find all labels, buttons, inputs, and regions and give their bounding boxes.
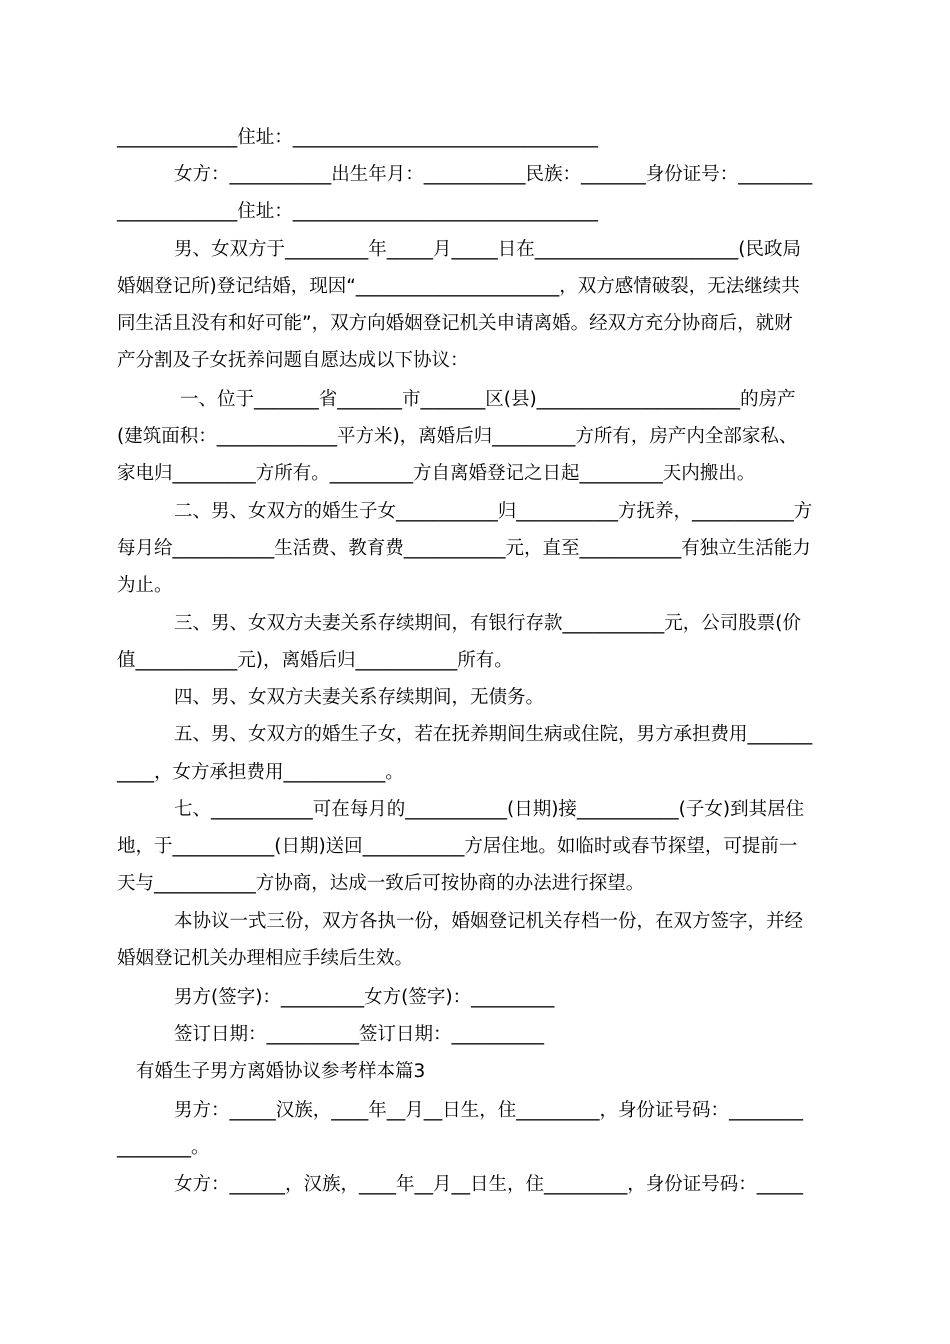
clause-7-line-3: 天与___________方协商，达成一致后可按协商的办法进行探望。 — [117, 873, 645, 894]
address-line-1: _____________住址：_________________________________ — [117, 127, 599, 148]
clause-5-line-2: ____，女方承担费用___________。 — [117, 762, 404, 783]
clause-2-line-3: 为止。 — [117, 575, 173, 596]
intro-paragraph-line-3: 同生活且没有和好可能”，双方向婚姻登记机关申请离婚。经双方充分协商后，就财 — [117, 313, 793, 334]
clause-2-line-2: 每月给___________生活费、教育费___________元，直至___________有独立生活能力 — [117, 538, 811, 559]
clause-1-line-2: (建筑面积：_____________平方米)，离婚后归_________方所有，房产内全部家私、 — [117, 426, 798, 447]
intro-paragraph-line-4: 产分割及子女抚养问题自愿达成以下协议： — [117, 350, 469, 371]
clause-2-line-1: 二、男、女双方的婚生子女___________归___________方抚养，___________方 — [174, 501, 813, 522]
intro-paragraph-line-1: 男、女双方于_________年_____月_____日在______________________(民政局 — [174, 239, 801, 260]
clause-3-line-1: 三、男、女双方夫妻关系存续期间，有银行存款___________元，公司股票(价 — [174, 613, 801, 634]
clause-7-line-1: 七、___________可在每月的___________(日期)接___________(子女)到其居住 — [174, 799, 805, 820]
clause-1-line-1: 一、位于_______省_______市_______区(县)______________________的房产 — [180, 389, 796, 410]
clause-5-line-1: 五、男、女双方的婚生子女，若在抚养期间生病或住院，男方承担费用_______ — [174, 724, 813, 745]
clause-7-line-2: 地，于___________(日期)送回___________方居住地。如临时或春节探望，可提前一 — [117, 836, 798, 857]
address-line-2: _____________住址：_________________________________ — [117, 201, 599, 222]
female-party-line: 女方：______，汉族，____年__月__日生，住_________，身份证号码：_____ — [174, 1174, 804, 1195]
male-party-line-1: 男方：_____汉族，____年__月__日生，住_________，身份证号码：________ — [174, 1100, 804, 1121]
section-heading: 有婚生子男方离婚协议参考样本篇3 — [136, 1061, 426, 1082]
signature-line: 男方(签字)：_________女方(签字)：_________ — [174, 987, 555, 1008]
clause-1-line-3: 家电归_________方所有。_________方自离婚登记之日起_________天内搬出。 — [117, 463, 756, 484]
female-party-info-line: 女方：___________出生年月：___________民族：_______身份证号：________ — [174, 164, 813, 185]
clause-4-line: 四、男、女双方夫妻关系存续期间，无债务。 — [174, 687, 545, 708]
closing-paragraph-line-1: 本协议一式三份，双方各执一份，婚姻登记机关存档一份，在双方签字，并经 — [174, 911, 804, 932]
closing-paragraph-line-2: 婚姻登记机关办理相应手续后生效。 — [117, 948, 414, 969]
signing-date-line: 签订日期：__________签订日期：__________ — [174, 1024, 545, 1045]
intro-paragraph-line-2: 婚姻登记所)登记结婚，现因“______________________，双方感情破裂，无法继续共 — [117, 276, 800, 297]
clause-3-line-2: 值___________元)，离婚后归___________所有。 — [117, 650, 513, 671]
male-party-line-2: ________。 — [117, 1137, 210, 1158]
